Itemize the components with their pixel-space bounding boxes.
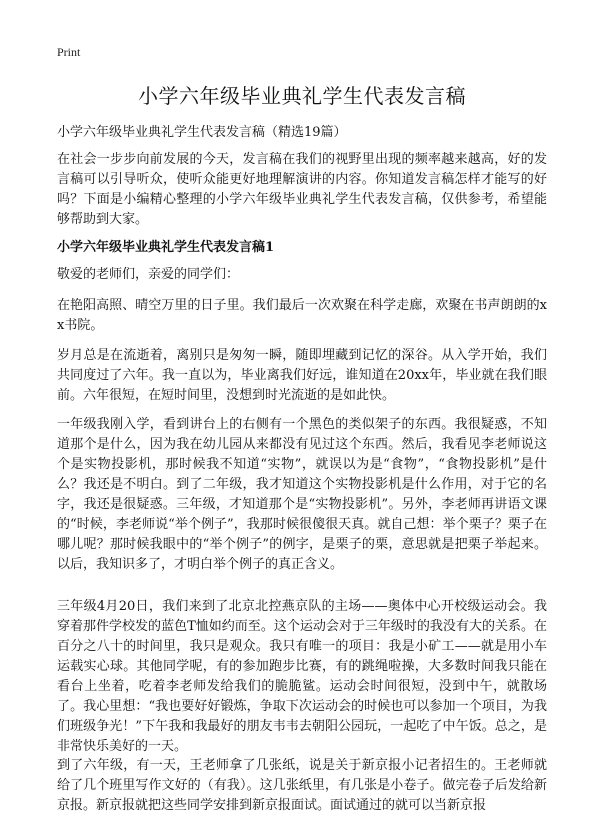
paragraph-1: 在艳阳高照、晴空万里的日子里。我们最后一次欢聚在科学走廊，欢聚在书声朗朗的xx书院。: [57, 298, 547, 333]
paragraph-4: 三年级4月20日，我们来到了北京北控燕京队的主场——奥体中心开校级运动会。我穿着那件学校发的蓝色T恤如约而至。这个运动会对于三年级时的我没有大的关系。在百分之八十的时间里，我只是观众。我只有唯一的项目：我是小矿工——就是用小车运载实心球。其他同学呢，有的参加跑步比赛，有的跳绳啦操，大多数时间我只能在看台上坐着，吃着李老师发给我们的脆脆鲨。运动会时间很短，没到中午，就散场了。我心里想：“我也要好好锻炼，争取下次运动会的时候也可以参加一个项目，为我们班级争光！”下午我和我最好的朋友韦韦去朝阳公园玩，一起吃了中午饭。总之，是非常快乐美好的一天。: [57, 599, 547, 754]
paragraph-5: 到了六年级，有一天，王老师拿了几张纸，说是关于新京报小记者招生的。王老师就给了几个班里写作文好的（有我）。这几张纸里，有几张是小卷子。做完卷子后发给新京报。新京报就把这些同学安排到新京报面试。面试通过的就可以当新京报: [57, 758, 547, 813]
page-title: 小学六年级毕业典礼学生代表发言稿: [138, 84, 466, 108]
paragraph-3: 一年级我刚入学，看到讲台上的右侧有一个黑色的类似架子的东西。我很疑惑，不知道那个是什么，因为我在幼儿园从来都没有见过这个东西。然后，我看见李老师说这个是实物投影机，那时候我不知道“实物”，就误以为是“食物”，“食物投影机”是什么？我还是不明白。到了二年级，我才知道这个实物投影机是什么作用，对于它的名字，我还是很疑惑。三年级，才知道那个是“实物投影机”。另外，李老师再讲语文课的“时候，李老师说“举个例子”，我那时候很傻很天真。就自己想：举个栗子？栗子在哪儿呢？那时候我眼中的“举个例子”的例字，是栗子的栗，意思就是把栗子举起来。以后，我知识多了，才明白举个例子的真正含义。: [57, 417, 547, 572]
subtitle: 小学六年级毕业典礼学生代表发言稿（精选19篇）: [57, 125, 347, 140]
print-link[interactable]: Print: [57, 45, 81, 59]
paragraph-greeting: 敬爱的老师们，亲爱的同学们：: [57, 267, 240, 282]
intro-paragraph: 在社会一步步向前发展的今天，发言稿在我们的视野里出现的频率越来越高，好的发言稿可以引导听众，使听众能更好地理解演讲的内容。你知道发言稿怎样才能写的好吗？下面是小编精心整理的小学六年级毕业典礼学生代表发言稿，仅供参考，希望能够帮助到大家。: [57, 152, 547, 227]
paragraph-2: 岁月总是在流逝着，离别只是匆匆一瞬，随即埋藏到记忆的深谷。从入学开始，我们共同度过了六年。我一直以为，毕业离我们好远，谁知道在20xx年，毕业就在我们眼前。六年很短，在短时间里，没想到时光流逝的是如此快。: [57, 348, 547, 403]
section-heading: 小学六年级毕业典礼学生代表发言稿1: [57, 240, 275, 255]
